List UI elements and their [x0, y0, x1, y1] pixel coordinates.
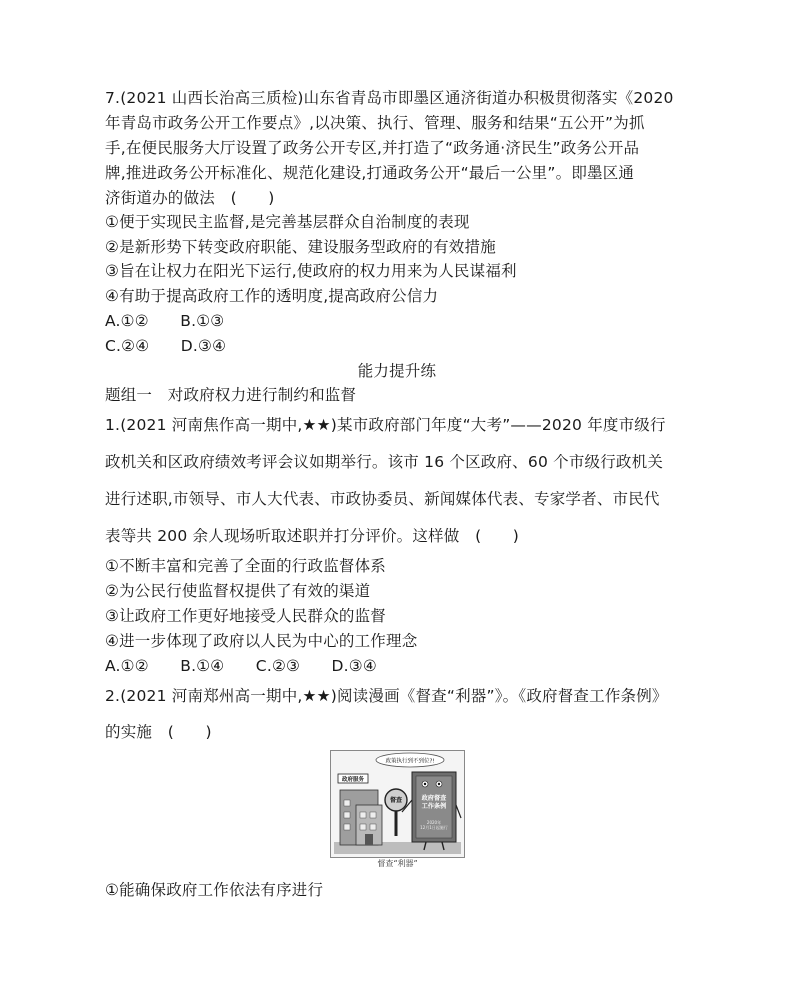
- book-title-1: 政府督查: [421, 795, 447, 802]
- q7-answers-row-1: A.①② B.①③: [105, 312, 225, 330]
- q7-option-3: ③旨在让权力在阳光下运行,使政府的权力用来为人民谋福利: [105, 262, 517, 280]
- q1-answers: A.①② B.①④ C.②③ D.③④: [105, 657, 377, 675]
- q7-option-4: ④有助于提高政府工作的透明度,提高政府公信力: [105, 287, 439, 305]
- q7-line-2: 年青岛市政务公开工作要点》,以决策、执行、管理、服务和结果“五公开”为抓: [105, 114, 645, 132]
- q7-option-1: ①便于实现民主监督,是完善基层群众自治制度的表现: [105, 213, 470, 231]
- q1-line-4: 表等共 200 余人现场听取述职并打分评价。这样做 ( ): [105, 527, 520, 545]
- section-title: 能力提升练: [357, 362, 437, 380]
- magnifier-label: 督查: [389, 797, 403, 804]
- q1-option-4: ④进一步体现了政府以人民为中心的工作理念: [105, 632, 418, 650]
- group-title: 题组一 对政府权力进行制约和监督: [105, 386, 357, 404]
- q1-option-3: ③让政府工作更好地接受人民群众的监督: [105, 607, 386, 625]
- q7-line-3: 手,在便民服务大厅设置了政务公开专区,并打造了“政务通·济民生”政务公开品: [105, 139, 640, 157]
- cartoon-illustration: [330, 750, 465, 875]
- q1-option-1: ①不断丰富和完善了全面的行政监督体系: [105, 557, 386, 575]
- q1-line-1: 1.(2021 河南焦作高一期中,★★)某市政府部门年度“大考”——2020 年度市级行: [105, 416, 666, 434]
- q1-option-2: ②为公民行使监督权提供了有效的渠道: [105, 582, 371, 600]
- cartoon-caption: 督查“利器”: [377, 859, 418, 868]
- q7-line-4: 牌,推进政务公开标准化、规范化建设,打通政务公开“最后一公里”。即墨区通: [105, 164, 635, 182]
- book-footer-2: 12月1日起施行: [420, 825, 448, 830]
- q7-line-1: 7.(2021 山西长治高三质检)山东省青岛市即墨区通济街道办积极贯彻落实《2020: [105, 89, 674, 107]
- q7-answers-row-2: C.②④ D.③④: [105, 337, 227, 355]
- q2-option-1: ①能确保政府工作依法有序进行: [105, 881, 324, 899]
- book-title-2: 工作条例: [421, 803, 447, 810]
- speech-text: 政策执行到不到位?!: [385, 758, 435, 765]
- q7-option-2: ②是新形势下转变政府职能、建设服务型政府的有效措施: [105, 238, 496, 256]
- building-sign: 政府服务: [341, 777, 365, 783]
- q2-line-2: 的实施 ( ): [105, 723, 212, 741]
- book-footer-1: 2020年: [426, 820, 442, 825]
- q7-line-5: 济街道办的做法 ( ): [105, 189, 275, 207]
- q2-line-1: 2.(2021 河南郑州高一期中,★★)阅读漫画《督查“利器”》。《政府督查工作条例》: [105, 687, 668, 705]
- q1-line-3: 进行述职,市领导、市人大代表、市政协委员、新闻媒体代表、专家学者、市民代: [105, 490, 660, 508]
- q1-line-2: 政机关和区政府绩效考评会议如期举行。该市 16 个区政府、60 个市级行政机关: [105, 453, 664, 471]
